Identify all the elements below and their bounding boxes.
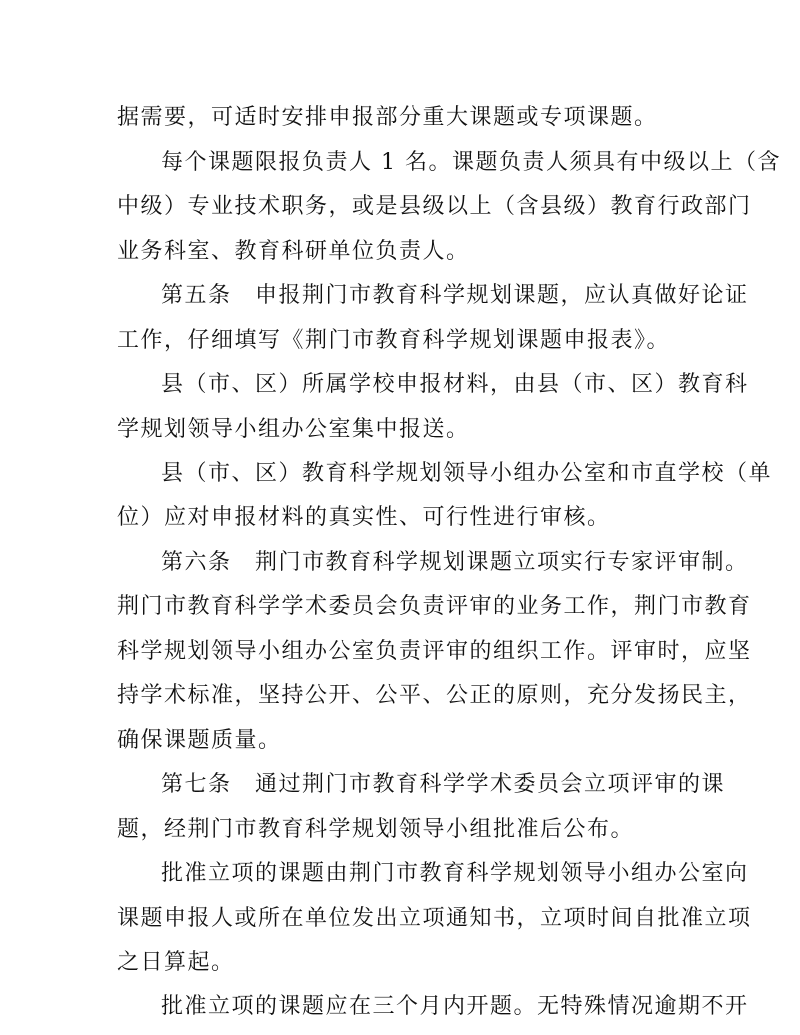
article-7-line: 第七条 通过荆门市教育科学学术委员会立项评审的课 (161, 772, 726, 797)
body-text-line: 中级）专业技术职务，或是县级以上（含县级）教育行政部门 (117, 194, 752, 219)
body-text-line: 每个课题限报负责人 1 名。课题负责人须具有中级以上（含 (161, 150, 781, 175)
body-text-line: 业务科室、教育科研单位负责人。 (117, 239, 470, 264)
article-6-line: 第六条 荆门市教育科学规划课题立项实行专家评审制。 (161, 550, 749, 575)
body-text-line: 工作，仔细填写《荆门市教育科学规划课题申报表》。 (117, 328, 671, 353)
body-text-line: 课题申报人或所在单位发出立项通知书，立项时间自批准立项 (117, 906, 752, 931)
body-text-line: 荆门市教育科学学术委员会负责评审的业务工作，荆门市教育 (117, 594, 752, 619)
article-5-line: 第五条 申报荆门市教育科学规划课题，应认真做好论证 (161, 283, 749, 308)
body-text-line: 批准立项的课题由荆门市教育科学规划领导小组办公室向 (161, 861, 749, 886)
body-text-line: 县（市、区）所属学校申报材料，由县（市、区）教育科 (161, 372, 749, 397)
body-text-line: 题，经荆门市教育科学规划领导小组批准后公布。 (117, 817, 635, 842)
body-text-line: 持学术标准，坚持公开、公平、公正的原则，充分发扬民主， (117, 683, 752, 708)
body-text-line: 确保课题质量。 (117, 728, 282, 753)
body-text-line: 科学规划领导小组办公室负责评审的组织工作。评审时，应坚 (117, 639, 752, 664)
body-text-line: 位）应对申报材料的真实性、可行性进行审核。 (117, 505, 611, 530)
body-text-line: 学规划领导小组办公室集中报送。 (117, 417, 470, 442)
body-text-line: 批准立项的课题应在三个月内开题。无特殊情况逾期不开 (161, 994, 749, 1019)
body-text-line: 县（市、区）教育科学规划领导小组办公室和市直学校（单 (161, 461, 773, 486)
body-text-line: 之日算起。 (117, 950, 235, 975)
body-text-line: 据需要，可适时安排申报部分重大课题或专项课题。 (117, 105, 658, 130)
